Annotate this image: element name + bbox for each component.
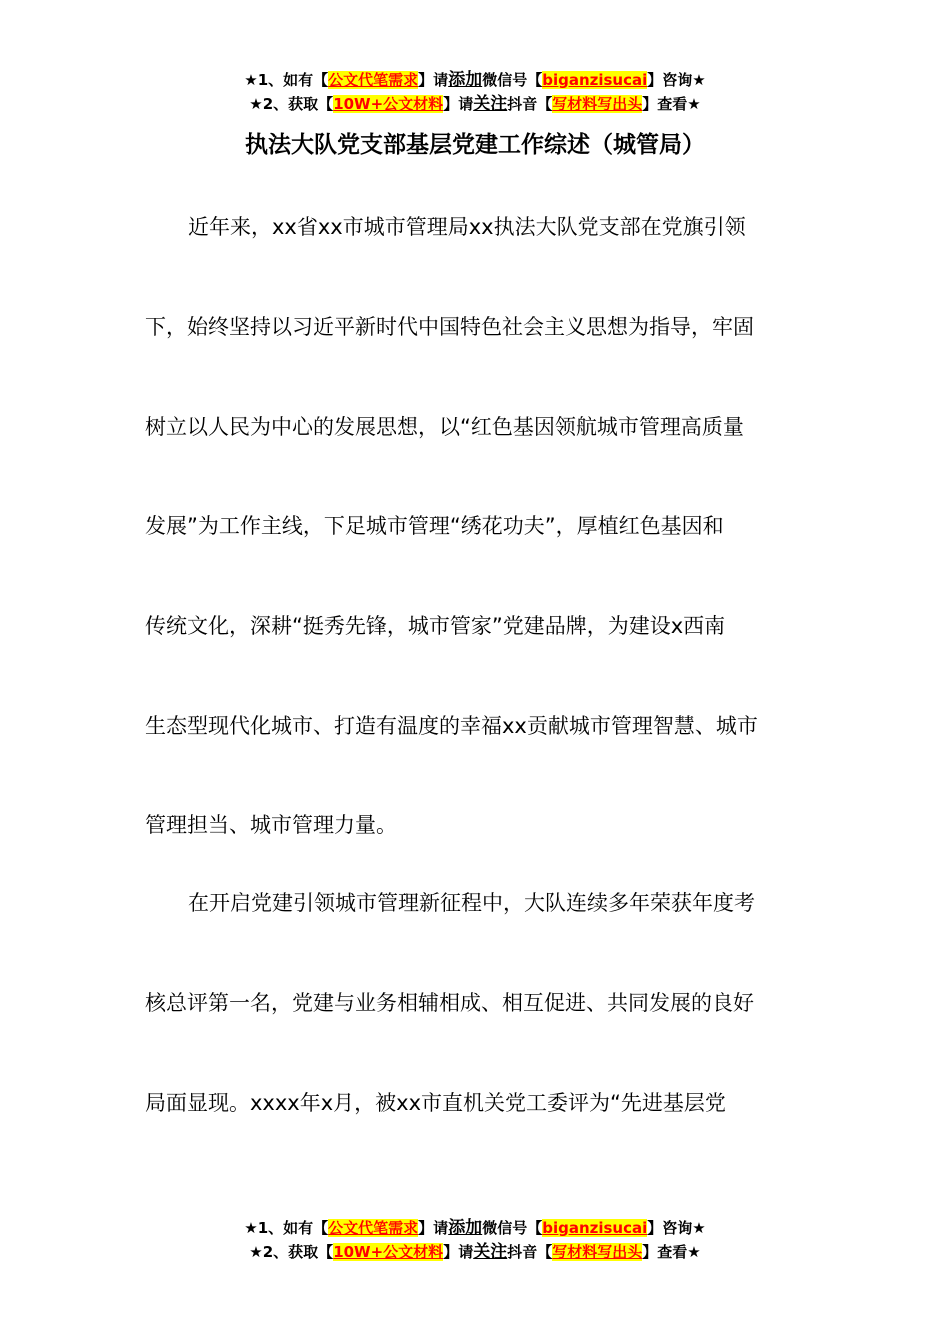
paragraph-line: 发展”为工作主线，下足城市管理“绣花功夫”，厚植红色基因和: [145, 514, 724, 538]
promo-emphasis: 添加: [448, 70, 483, 90]
promo-emphasis: 添加: [448, 1218, 483, 1238]
promo-highlight: 10W+公文材料: [333, 95, 444, 113]
promo-text: 微信号【: [482, 1219, 543, 1237]
paragraph-line: 局面显现。xxxx年x月，被xx市直机关党工委评为“先进基层党: [145, 1091, 726, 1115]
paragraph-line: 生态型现代化城市、打造有温度的幸福xx贡献城市管理智慧、城市: [145, 714, 758, 738]
paragraph-line: 树立以人民为中心的发展思想，以“红色基因领航城市管理高质量: [145, 415, 744, 439]
promo-wechat-id: biganzisucai: [542, 1219, 648, 1237]
paragraph-line: 在开启党建引领城市管理新征程中，大队连续多年荣获年度考: [188, 891, 755, 915]
promo-text: 】请: [443, 1243, 474, 1261]
promo-emphasis: 关注: [473, 1242, 508, 1262]
promo-line-2: [0, 92, 950, 116]
promo-line-2: [0, 1240, 950, 1264]
promo-text: ★2、获取【: [249, 1243, 334, 1261]
promo-text: 抖音【: [507, 1243, 553, 1261]
promo-line-1: [0, 68, 950, 92]
promo-emphasis: 关注: [473, 94, 508, 114]
promo-highlight: 10W+公文材料: [333, 1243, 444, 1261]
promo-text: 】查看★: [642, 1243, 701, 1261]
promo-text: 】查看★: [642, 95, 701, 113]
promo-wechat-id: biganzisucai: [542, 71, 648, 89]
promo-text: ★1、如有【: [244, 1219, 329, 1237]
promo-highlight: 公文代笔需求: [328, 1219, 419, 1237]
promo-text: 微信号【: [482, 71, 543, 89]
paragraph-line: 管理担当、城市管理力量。: [145, 813, 397, 837]
promo-douyin-id: 写材料写出头: [552, 95, 643, 113]
promo-line-1: [0, 1216, 950, 1240]
promo-text: ★1、如有【: [244, 71, 329, 89]
promo-text: 】请: [418, 1219, 449, 1237]
promo-text: 】咨询★: [647, 1219, 706, 1237]
document-title: 执法大队党支部基层党建工作综述（城管局）: [245, 132, 705, 158]
paragraph-line: 近年来，xx省xx市城市管理局xx执法大队党支部在党旗引领: [188, 215, 746, 239]
paragraph-line: 下，始终坚持以习近平新时代中国特色社会主义思想为指导，牢固: [145, 315, 754, 339]
promo-douyin-id: 写材料写出头: [552, 1243, 643, 1261]
promo-highlight: 公文代笔需求: [328, 71, 419, 89]
paragraph-line: 核总评第一名，党建与业务相辅相成、相互促进、共同发展的良好: [145, 991, 754, 1015]
promo-text: 抖音【: [507, 95, 553, 113]
promo-banner-bottom: [0, 1216, 950, 1264]
promo-banner-top: [0, 68, 950, 116]
paragraph-line: 传统文化，深耕“挺秀先锋，城市管家”党建品牌，为建设x西南: [145, 614, 726, 638]
promo-text: 】请: [418, 71, 449, 89]
promo-text: ★2、获取【: [249, 95, 334, 113]
promo-text: 】咨询★: [647, 71, 706, 89]
promo-text: 】请: [443, 95, 474, 113]
